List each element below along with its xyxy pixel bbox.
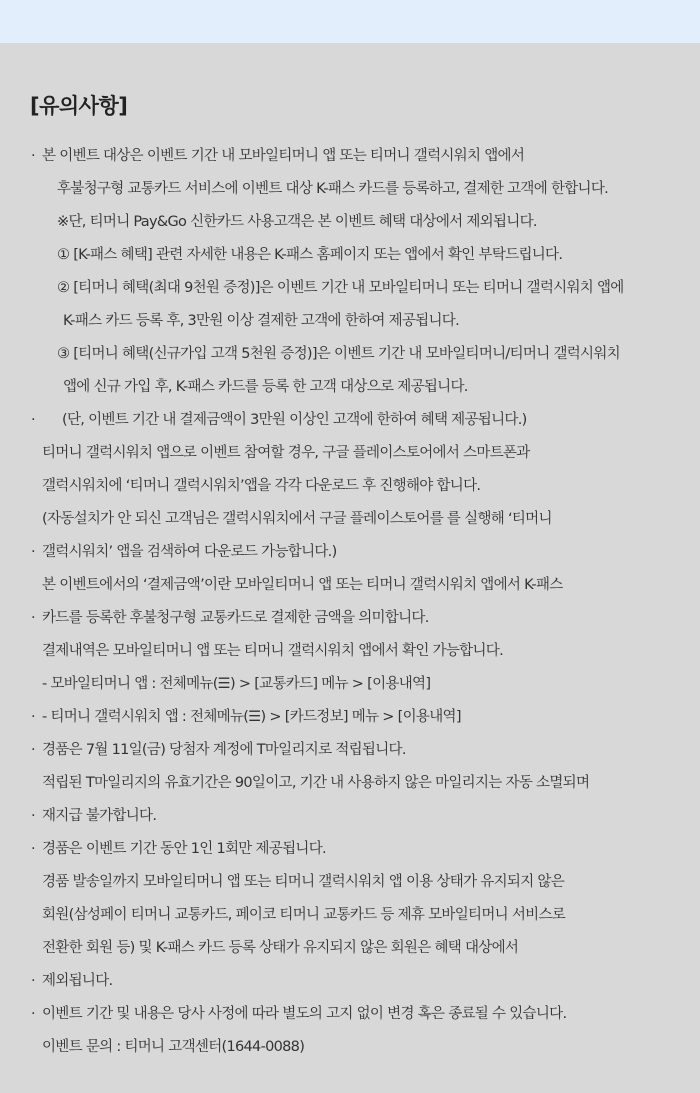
notice-line-text: ① [K-패스 혜택] 관련 자세한 내용은 K-패스 홈페이지 또는 앱에서 확인 부탁드립니다. <box>57 247 563 263</box>
notice-line <box>0 671 700 704</box>
notice-line-text: 티머니 갤럭시워치 앱으로 이벤트 참여할 경우, 구글 플레이스토어에서 스마트폰과 <box>42 445 530 461</box>
notice-line <box>0 902 700 935</box>
notice-line <box>0 242 700 275</box>
notice-line <box>0 1001 700 1034</box>
notice-line <box>0 737 700 770</box>
notice-line <box>0 143 700 176</box>
notice-line-text: 회원(삼성페이 티머니 교통카드, 페이코 티머니 교통카드 등 제휴 모바일티머니 서비스로 <box>42 907 566 923</box>
notice-line <box>0 638 700 671</box>
notice-line <box>0 836 700 869</box>
notice-line <box>0 869 700 902</box>
notice-line-text: (자동설치가 안 되신 고객님은 갤럭시워치에서 구글 플레이스토어를 를 실행해 ‘티머니 <box>42 511 552 527</box>
notice-line-text: 앱에 신규 가입 후, K-패스 카드를 등록 한 고객 대상으로 제공됩니다. <box>63 379 468 395</box>
notice-line-text: (단, 이벤트 기간 내 결제금액이 3만원 이상인 고객에 한하여 혜택 제공됩니다.) <box>62 412 527 428</box>
notice-line-text: K-패스 카드 등록 후, 3만원 이상 결제한 고객에 한하여 제공됩니다. <box>63 313 460 329</box>
bullet-marker: · <box>31 742 35 758</box>
notice-line <box>0 308 700 341</box>
notice-line-text: 카드를 등록한 후불청구형 교통카드로 결제한 금액을 의미합니다. <box>42 610 429 626</box>
notice-line <box>0 374 700 407</box>
notice-list <box>0 143 700 1067</box>
bullet-marker: · <box>31 973 35 989</box>
notice-line <box>0 506 700 539</box>
notice-line-text: 전환한 회원 등) 및 K-패스 카드 등록 상태가 유지되지 않은 회원은 혜택 대상에서 <box>42 940 519 956</box>
notice-line-text: 제외됩니다. <box>42 973 113 989</box>
notice-line-text: 경품은 7월 11일(금) 당첨자 계정에 T마일리지로 적립됩니다. <box>42 742 406 758</box>
notice-line <box>0 407 700 440</box>
notice-line-text: 경품은 이벤트 기간 동안 1인 1회만 제공됩니다. <box>42 841 326 857</box>
bullet-marker: · <box>31 808 35 824</box>
notice-line-text: 이벤트 문의 : 티머니 고객센터(1644-0088) <box>42 1039 305 1055</box>
notice-line <box>0 473 700 506</box>
notice-line-text: 갤럭시워치’ 앱을 검색하여 다운로드 가능합니다.) <box>42 544 337 560</box>
notice-line <box>0 704 700 737</box>
notice-line <box>0 275 700 308</box>
top-banner-strip <box>0 0 700 43</box>
notice-title: [유의사항] <box>30 94 128 118</box>
notice-line-text: - 모바일티머니 앱 : 전체메뉴(☰) > [교통카드] 메뉴 > [이용내역] <box>42 676 431 692</box>
bullet-marker: · <box>31 841 35 857</box>
notice-line-text: 후불청구형 교통카드 서비스에 이벤트 대상 K-패스 카드를 등록하고, 결제한 고객에 한합니다. <box>57 181 609 197</box>
bullet-marker: · <box>31 709 35 725</box>
notice-line-text: ③ [티머니 혜택(신규가입 고객 5천원 증정)]은 이벤트 기간 내 모바일티머니/티머니 갤럭시워치 <box>57 346 620 362</box>
notice-line <box>0 341 700 374</box>
notice-line <box>0 803 700 836</box>
notice-line <box>0 1034 700 1067</box>
notice-line <box>0 605 700 638</box>
notice-line <box>0 572 700 605</box>
notice-line <box>0 440 700 473</box>
notice-line <box>0 539 700 572</box>
notice-line <box>0 770 700 803</box>
notice-line-text: 갤럭시워치에 ‘티머니 갤럭시워치’앱을 각각 다운로드 후 진행해야 합니다. <box>42 478 481 494</box>
notice-line-text: 본 이벤트에서의 ‘결제금액’이란 모바일티머니 앱 또는 티머니 갤럭시워치 앱에서 K-패스 <box>42 577 563 593</box>
notice-line-text: 재지급 불가합니다. <box>42 808 157 824</box>
notice-line-text: 적립된 T마일리지의 유효기간은 90일이고, 기간 내 사용하지 않은 마일리지는 자동 소멸되며 <box>42 775 590 791</box>
notice-line-text: 본 이벤트 대상은 이벤트 기간 내 모바일티머니 앱 또는 티머니 갤럭시워치 앱에서 <box>42 148 525 164</box>
notice-line-text: ※단, 티머니 Pay&Go 신한카드 사용고객은 본 이벤트 혜택 대상에서 제외됩니다. <box>57 214 537 230</box>
notice-line-text: ② [티머니 혜택(최대 9천원 증정)]은 이벤트 기간 내 모바일티머니 또는 티머니 갤럭시워치 앱에 <box>57 280 624 296</box>
bullet-marker: · <box>31 412 35 428</box>
notice-line-text: - 티머니 갤럭시워치 앱 : 전체메뉴(☰) > [카드정보] 메뉴 > [이용내역] <box>42 709 461 725</box>
notice-section <box>0 43 700 1093</box>
notice-line-text: 결제내역은 모바일티머니 앱 또는 티머니 갤럭시워치 앱에서 확인 가능합니다. <box>42 643 504 659</box>
bullet-marker: · <box>31 544 35 560</box>
bullet-marker: · <box>31 148 35 164</box>
notice-line <box>0 935 700 968</box>
notice-line-text: 경품 발송일까지 모바일티머니 앱 또는 티머니 갤럭시워치 앱 이용 상태가 유지되지 않은 <box>42 874 565 890</box>
notice-line <box>0 176 700 209</box>
notice-line-text: 이벤트 기간 및 내용은 당사 사정에 따라 별도의 고지 없이 변경 혹은 종료될 수 있습니다. <box>42 1006 567 1022</box>
bullet-marker: · <box>31 610 35 626</box>
notice-line <box>0 968 700 1001</box>
notice-line <box>0 209 700 242</box>
bullet-marker: · <box>31 1006 35 1022</box>
